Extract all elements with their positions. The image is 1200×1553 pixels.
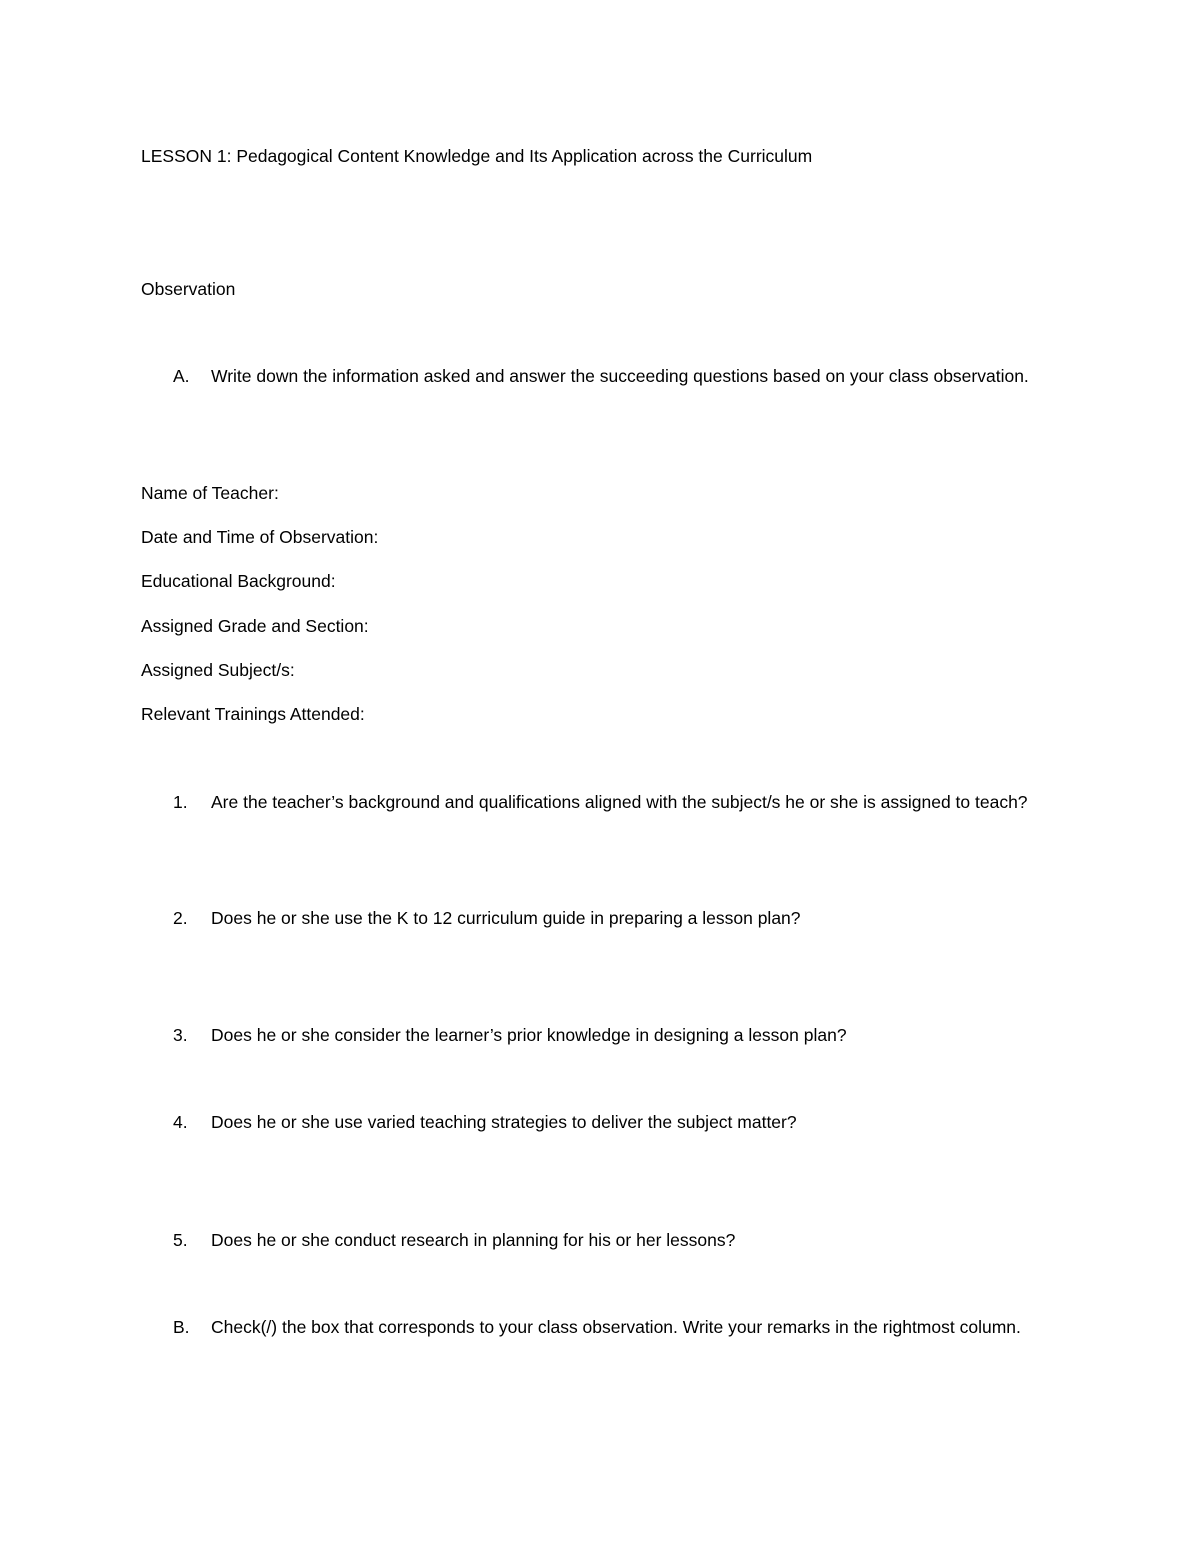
field-relevant-trainings: Relevant Trainings Attended:: [141, 704, 365, 724]
part-a-text: Write down the information asked and answer the succeeding questions based on your class observation.: [211, 366, 1029, 386]
question-number: 5.: [173, 1230, 188, 1250]
field-date-time-observation: Date and Time of Observation:: [141, 527, 379, 547]
question-number: 2.: [173, 908, 188, 928]
question-text: Does he or she use the K to 12 curriculum guide in preparing a lesson plan?: [211, 908, 801, 928]
question-text: Does he or she conduct research in planning for his or her lessons?: [211, 1230, 736, 1250]
field-name-of-teacher: Name of Teacher:: [141, 483, 279, 503]
field-assigned-subjects: Assigned Subject/s:: [141, 660, 295, 680]
question-number: 3.: [173, 1025, 188, 1045]
field-educational-background: Educational Background:: [141, 571, 336, 591]
question-text: Are the teacher’s background and qualifications aligned with the subject/s he or she is assigned to teach?: [211, 792, 1028, 812]
part-b-marker: B.: [173, 1317, 190, 1337]
lesson-title: LESSON 1: Pedagogical Content Knowledge and Its Application across the Curriculum: [141, 146, 813, 166]
question-text: Does he or she use varied teaching strategies to deliver the subject matter?: [211, 1112, 797, 1132]
section-heading: Observation: [141, 279, 236, 299]
field-assigned-grade-section: Assigned Grade and Section:: [141, 616, 369, 636]
question-text: Does he or she consider the learner’s prior knowledge in designing a lesson plan?: [211, 1025, 847, 1045]
part-b-text: Check(/) the box that corresponds to your class observation. Write your remarks in the rightmost column.: [211, 1317, 1021, 1337]
part-a-marker: A.: [173, 366, 190, 386]
question-number: 4.: [173, 1112, 188, 1132]
question-number: 1.: [173, 792, 188, 812]
